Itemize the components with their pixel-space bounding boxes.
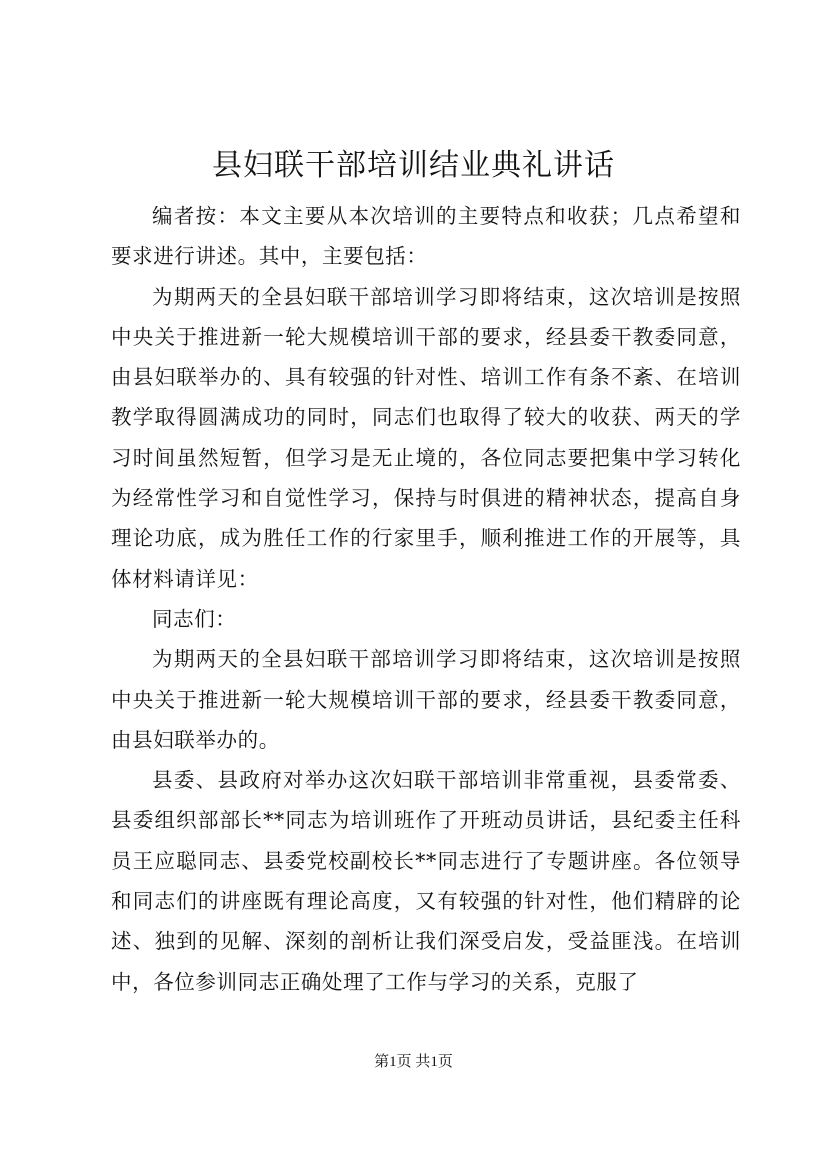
summary-paragraph: 为期两天的全县妇联干部培训学习即将结束，这次培训是按照中央关于推进新一轮大规模培训干部的要求，经县委干教委同意，由县妇联举办的、具有较强的针对性、培训工作有条不紊、在培训教学取得圆满成功的同时，同志们也取得了较大的收获、两天的学习时间虽然短暂，但学习是无止境的，各位同志要把集中学习转化为经常性学习和自觉性学习，保持与时俱进的精神状态，提高自身理论功底，成为胜任工作的行家里手，顺利推进工作的开展等，具体材料请详见： (111, 284, 741, 591)
intro-paragraph: 为期两天的全县妇联干部培训学习即将结束，这次培训是按照中央关于推进新一轮大规模培训干部的要求，经县委干教委同意，由县妇联举办的。 (111, 647, 741, 752)
page-number-footer: 第1页 共1页 (374, 1054, 453, 1070)
salutation-paragraph: 同志们： (152, 606, 237, 631)
editor-note-paragraph: 编者按：本文主要从本次培训的主要特点和收获；几点希望和要求进行讲述。其中，主要包括： (111, 204, 741, 269)
body-paragraph: 县委、县政府对举办这次妇联干部培训非常重视，县委常委、县委组织部部长**同志为培训班作了开班动员讲话，县纪委主任科员王应聪同志、县委党校副校长**同志进行了专题讲座。各位领导和同志们的讲座既有理论高度，又有较强的针对性，他们精辟的论述、独到的见解、深刻的剖析让我们深受启发，受益匪浅。在培训中，各位参训同志正确处理了工作与学习的关系，克服了 (111, 768, 741, 994)
document-body (111, 196, 741, 1002)
document-title: 县妇联干部培训结业典礼讲话 (212, 148, 615, 183)
